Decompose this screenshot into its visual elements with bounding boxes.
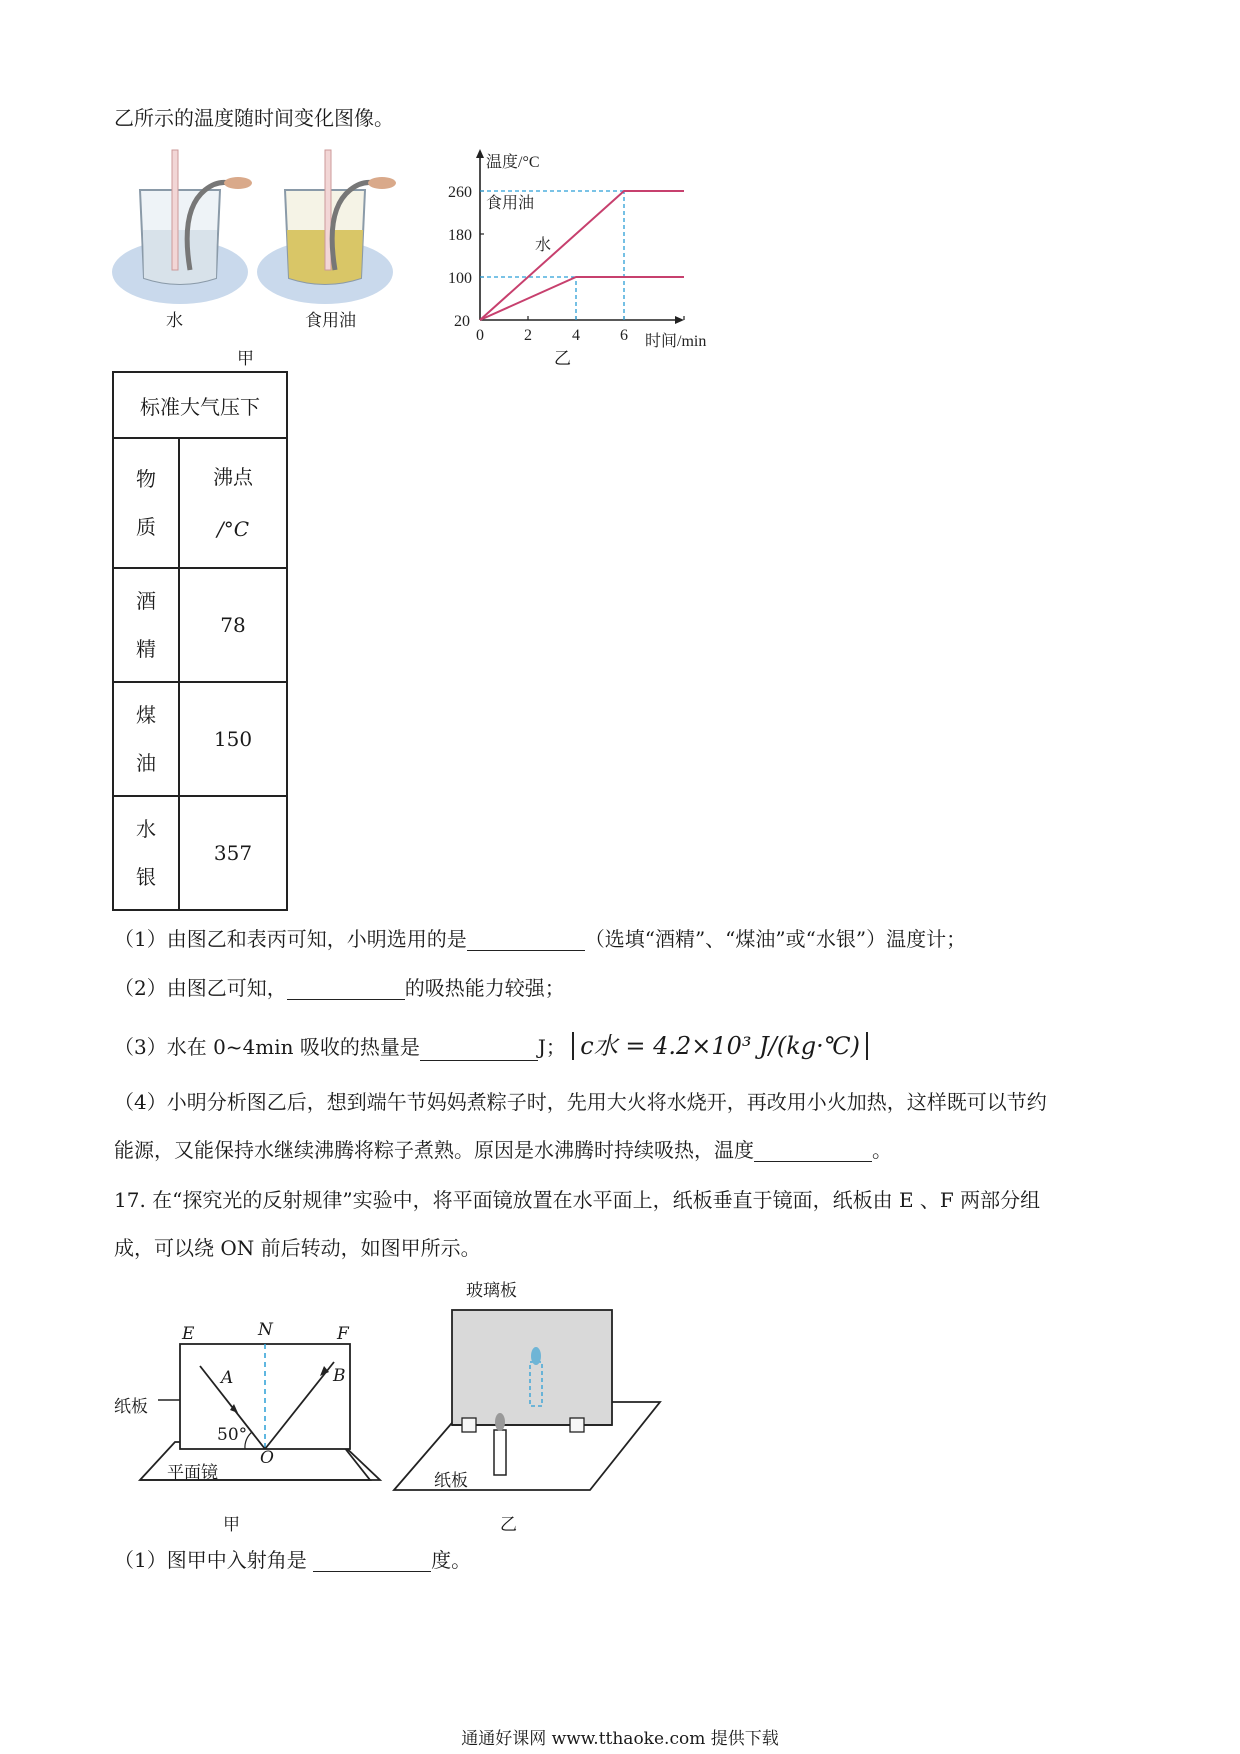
paper-board-label: 纸板 [434, 1471, 468, 1491]
boiling-point-table [112, 371, 288, 911]
q16-part1: （1）由图乙和表丙可知，小明选用的是 （选填“酒精”、“煤油”或“水银”）温度计； [114, 927, 967, 951]
beaker-oil-label: 食用油 [305, 311, 356, 331]
support-block-right [570, 1418, 584, 1432]
row-value: 78 [179, 568, 287, 682]
label-A: A [221, 1368, 234, 1388]
label-B: B [333, 1366, 346, 1386]
support-block-left [462, 1418, 476, 1432]
label-E: E [182, 1324, 195, 1344]
specific-heat-formula: c水 = 4.2×10³ J/(kg·℃) [572, 1032, 868, 1060]
figure-caption-jia: 甲 [237, 349, 254, 369]
answer-blank[interactable] [754, 1141, 872, 1162]
intro-line: 乙所示的温度随时间变化图像。 [114, 106, 394, 130]
row-name: 煤油 [136, 703, 156, 775]
label-F: F [337, 1324, 349, 1344]
row-value: 357 [179, 796, 287, 910]
beakers-figure [110, 150, 410, 350]
q16-part4-line2: 能源，又能保持水继续沸腾将粽子煮熟。原因是水沸腾时持续吸热，温度 。 [114, 1138, 892, 1162]
series-label: 水 [535, 237, 552, 254]
glass-label: 玻璃板 [466, 1281, 517, 1301]
tick-label: 100 [448, 270, 472, 287]
glass-plate [452, 1310, 612, 1425]
series-label: 食用油 [486, 195, 535, 212]
x-axis-arrow [675, 316, 684, 324]
q17-line1: 17. 在“探究光的反射规律”实验中，将平面镜放置在水平面上，纸板垂直于镜面，纸板由 E 、F 两部分组 [114, 1188, 1041, 1212]
footer: 通通好课网 www.tthaoke.com 提供下载 [461, 1729, 779, 1749]
tick-label: 260 [448, 184, 472, 201]
table-header: 标准大气压下 [113, 372, 287, 438]
series-line [480, 277, 684, 320]
temperature-chart [440, 154, 707, 360]
col2-header-top: 沸点 [213, 465, 253, 489]
tick-label: 4 [572, 327, 580, 344]
tick-label: 0 [476, 327, 484, 344]
answer-blank[interactable] [420, 1040, 538, 1061]
tick-label: 2 [524, 327, 532, 344]
row-name: 酒精 [136, 589, 156, 661]
answer-blank[interactable] [313, 1551, 431, 1572]
q17-part1: （1）图甲中入射角是 度。 [114, 1548, 472, 1572]
q17-line2: 成，可以绕 ON 前后转动，如图甲所示。 [114, 1236, 481, 1260]
label-N: N [258, 1320, 273, 1340]
beaker-water-label: 水 [166, 311, 183, 331]
row-name: 水银 [136, 817, 156, 889]
label-O: O [260, 1448, 274, 1468]
col2-header-bottom: /°C [216, 517, 250, 541]
q16-part2: （2）由图乙可知， 的吸热能力较强； [114, 976, 565, 1000]
board-label: 纸板 [114, 1397, 148, 1417]
y-axis-label: 温度/°C [486, 154, 540, 171]
q16-part3: （3）水在 0~4min 吸收的热量是 J； c水 = 4.2×10³ J/(kg·℃) [114, 1032, 868, 1061]
mirror-label: 平面镜 [167, 1463, 218, 1483]
tick-label: 6 [620, 327, 628, 344]
paper-board [180, 1344, 350, 1449]
q16-part4-line1: （4）小明分析图乙后，想到端午节妈妈煮粽子时，先用大火将水烧开，再改用小火加热，这样既可以节约 [114, 1090, 1047, 1114]
col1-header: 物质 [136, 467, 156, 539]
tick-label: 180 [448, 227, 472, 244]
caption-jia: 甲 [223, 1515, 240, 1535]
answer-blank[interactable] [467, 930, 585, 951]
candle [494, 1430, 506, 1475]
chart-caption-yi: 乙 [554, 349, 571, 369]
angle-label: 50° [217, 1425, 248, 1445]
y-axis-arrow [476, 149, 484, 158]
row-value: 150 [179, 682, 287, 796]
glass-plate-figure [390, 1290, 670, 1530]
tick-label: 20 [454, 313, 470, 330]
x-axis-label: 时间/min [645, 333, 707, 350]
answer-blank[interactable] [287, 979, 405, 1000]
caption-yi: 乙 [500, 1515, 517, 1535]
